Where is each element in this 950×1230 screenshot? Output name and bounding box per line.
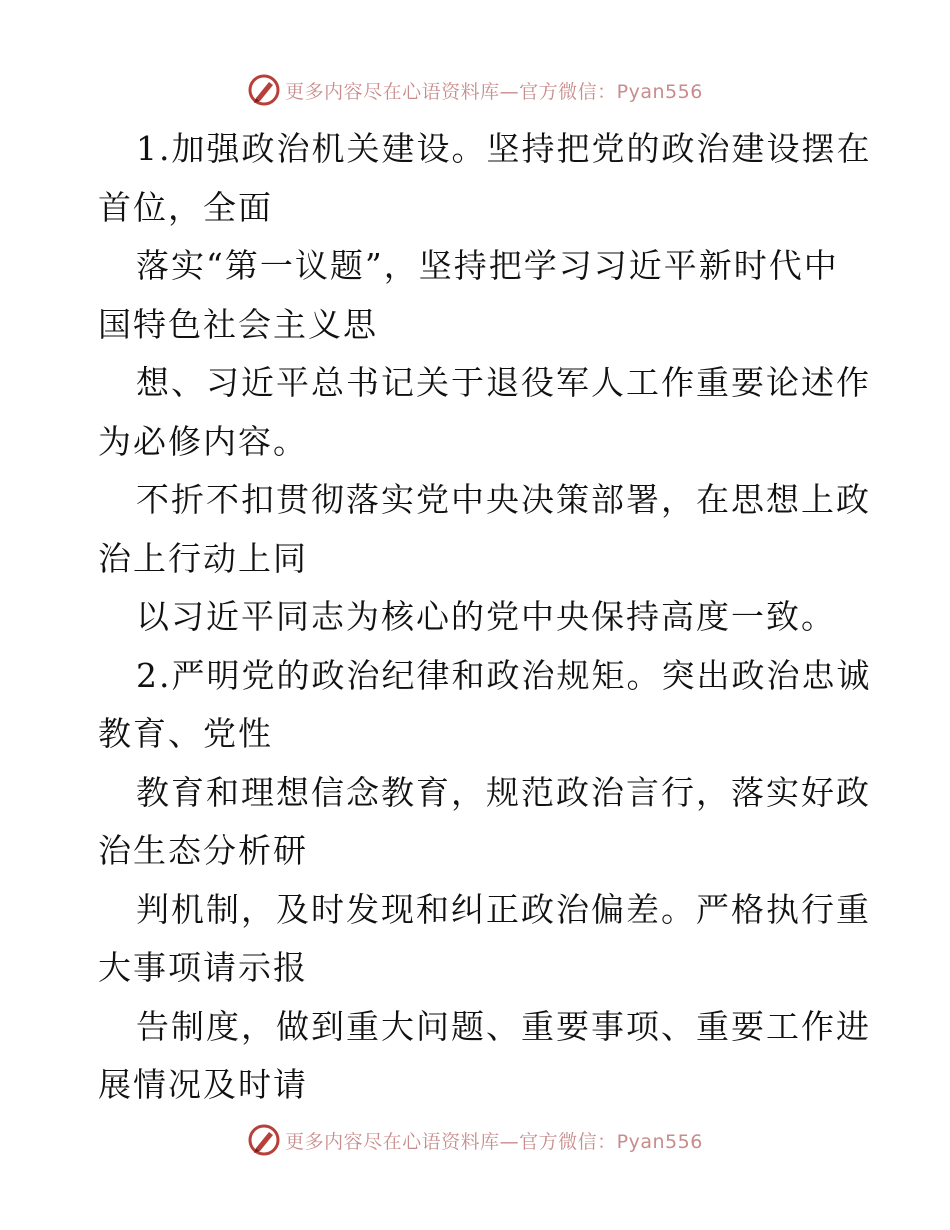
text-line: 想、习近平总书记关于退役军人工作重要论述作 bbox=[136, 363, 871, 402]
text-line: 以习近平同志为核心的党中央保持高度一致。 bbox=[136, 597, 836, 636]
pen-logo-icon bbox=[247, 73, 281, 107]
text-line: 首位，全面 bbox=[98, 187, 273, 227]
text-line: 治上行动上同 bbox=[98, 538, 308, 578]
text-line: 不折不扣贯彻落实党中央决策部署，在思想上政 bbox=[136, 480, 871, 519]
header-watermark bbox=[0, 70, 950, 110]
text-line: 教育、党性 bbox=[98, 714, 273, 753]
text-line: 大事项请示报 bbox=[98, 948, 308, 987]
text-line: 为必修内容。 bbox=[98, 421, 308, 461]
text-line: 教育和理想信念教育，规范政治言行，落实好政 bbox=[136, 772, 871, 812]
text-line: 判机制，及时发现和纠正政治偏差。严格执行重 bbox=[136, 889, 871, 929]
pen-logo-icon bbox=[247, 1123, 281, 1157]
text-line: 落实“第一议题”，坚持把学习习近平新时代中 bbox=[136, 246, 839, 285]
text-line: 告制度，做到重大问题、重要事项、重要工作进 bbox=[136, 1006, 871, 1046]
header-watermark-text: 更多内容尽在心语资料库—官方微信：Pyan556 bbox=[285, 80, 703, 103]
footer-watermark bbox=[0, 1120, 950, 1160]
text-line: 2.严明党的政治纪律和政治规矩。突出政治忠诚 bbox=[136, 655, 872, 695]
footer-watermark-text: 更多内容尽在心语资料库—官方微信：Pyan556 bbox=[285, 1130, 703, 1153]
text-line: 国特色社会主义思 bbox=[98, 304, 378, 344]
text-line: 1.加强政治机关建设。坚持把党的政治建设摆在 bbox=[136, 129, 872, 168]
text-line: 展情况及时请 bbox=[98, 1065, 308, 1104]
document-body bbox=[98, 120, 872, 1115]
text-line: 治生态分析研 bbox=[98, 831, 308, 870]
